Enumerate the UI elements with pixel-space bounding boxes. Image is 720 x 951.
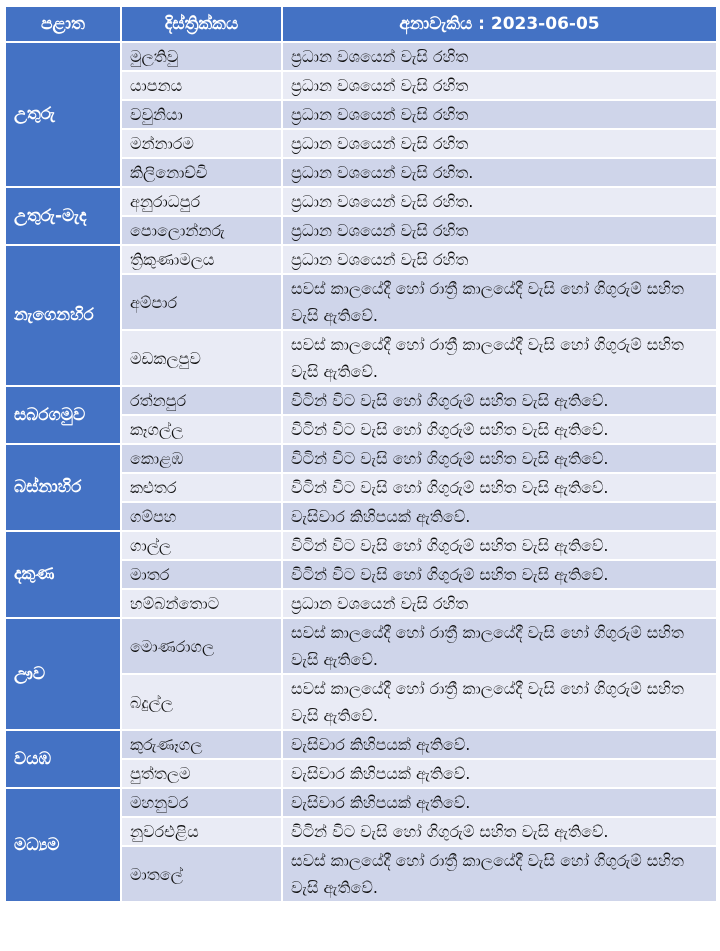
district-cell: අම්පාර	[121, 274, 282, 330]
forecast-cell: ප්‍රධාන වශයෙන් වැසි රහිත	[282, 100, 717, 129]
forecast-cell: විටින් විට වැසි හෝ ගිගුරුම් සහිත වැසි ඇතිවේ.	[282, 415, 717, 444]
forecast-cell: විටින් විට වැසි හෝ ගිගුරුම් සහිත වැසි ඇතිවේ.	[282, 473, 717, 502]
forecast-cell: ප්‍රධාන වශයෙන් වැසි රහිත	[282, 245, 717, 274]
province-cell: නැගෙනහිර	[5, 245, 121, 386]
district-cell: කෑගල්ල	[121, 415, 282, 444]
forecast-cell: විටින් විට වැසි හෝ ගිගුරුම් සහිත වැසි ඇතිවේ.	[282, 531, 717, 560]
district-cell: මඩකලපුව	[121, 330, 282, 386]
district-cell: යාපනය	[121, 71, 282, 100]
forecast-cell: සවස් කාලයේදී හෝ රාත්‍රී කාලයේදී වැසි හෝ ගිගුරුම් සහිත වැසි ඇතිවේ.	[282, 846, 717, 902]
table-row	[5, 618, 717, 674]
table-row	[5, 386, 717, 415]
forecast-table-body	[5, 42, 717, 902]
district-cell: ගම්පහ	[121, 502, 282, 531]
district-column-header: දිස්ත්‍රික්කය	[121, 6, 282, 42]
district-cell: බදුල්ල	[121, 674, 282, 730]
forecast-table-container	[4, 5, 716, 903]
forecast-cell: ප්‍රධාන වශයෙන් වැසි රහිත	[282, 216, 717, 245]
forecast-cell: ප්‍රධාන වශයෙන් වැසි රහිත	[282, 589, 717, 618]
province-cell: දකුණ	[5, 531, 121, 618]
forecast-cell: ප්‍රධාන වශයෙන් වැසි රහිත	[282, 71, 717, 100]
district-cell: හම්බන්තොට	[121, 589, 282, 618]
district-cell: ත්‍රිකුණාමලය	[121, 245, 282, 274]
district-cell: මහනුවර	[121, 788, 282, 817]
province-column-header: පළාත	[5, 6, 121, 42]
forecast-cell: සවස් කාලයේදී හෝ රාත්‍රී කාලයේදී වැසි හෝ ගිගුරුම් සහිත වැසි ඇතිවේ.	[282, 618, 717, 674]
district-cell: පුත්තලම	[121, 759, 282, 788]
province-cell: මධ්‍යම	[5, 788, 121, 902]
forecast-cell: සවස් කාලයේදී හෝ රාත්‍රී කාලයේදී වැසි හෝ ගිගුරුම් සහිත වැසි ඇතිවේ.	[282, 330, 717, 386]
province-cell: උතුරු	[5, 42, 121, 187]
district-cell: රත්නපුර	[121, 386, 282, 415]
header-row	[5, 6, 717, 42]
forecast-cell: ප්‍රධාන වශයෙන් වැසි රහිත	[282, 42, 717, 71]
forecast-cell: වැසිවාර කිහිපයක් ඇතිවේ.	[282, 730, 717, 759]
forecast-cell: ප්‍රධාන වශයෙන් වැසි රහිත.	[282, 158, 717, 187]
table-row	[5, 42, 717, 71]
table-row	[5, 187, 717, 216]
district-cell: ගාල්ල	[121, 531, 282, 560]
forecast-cell: විටින් විට වැසි හෝ ගිගුරුම් සහිත වැසි ඇතිවේ.	[282, 817, 717, 846]
district-cell: කළුතර	[121, 473, 282, 502]
forecast-cell: ප්‍රධාන වශයෙන් වැසි රහිත.	[282, 187, 717, 216]
district-cell: මන්නාරම	[121, 129, 282, 158]
table-row	[5, 730, 717, 759]
forecast-cell: සවස් කාලයේදී හෝ රාත්‍රී කාලයේදී වැසි හෝ ගිගුරුම් සහිත වැසි ඇතිවේ.	[282, 274, 717, 330]
district-cell: කොළඹ	[121, 444, 282, 473]
district-cell: මොණරාගල	[121, 618, 282, 674]
forecast-cell: විටින් විට වැසි හෝ ගිගුරුම් සහිත වැසි ඇතිවේ.	[282, 560, 717, 589]
district-cell: මාතලේ	[121, 846, 282, 902]
district-cell: මාතර	[121, 560, 282, 589]
district-cell: නුවරඑළිය	[121, 817, 282, 846]
district-cell: කිලිනොච්චි	[121, 158, 282, 187]
table-row	[5, 531, 717, 560]
district-cell: කුරුණෑගල	[121, 730, 282, 759]
forecast-cell: වැසිවාර කිහිපයක් ඇතිවේ.	[282, 788, 717, 817]
district-cell: මුලතිවු	[121, 42, 282, 71]
province-cell: උතුරු-මැද	[5, 187, 121, 245]
district-cell: වවුනියා	[121, 100, 282, 129]
table-row	[5, 444, 717, 473]
province-cell: බස්නාහිර	[5, 444, 121, 531]
forecast-cell: වැසිවාර කිහිපයක් ඇතිවේ.	[282, 502, 717, 531]
forecast-cell: වැසිවාර කිහිපයක් ඇතිවේ.	[282, 759, 717, 788]
forecast-column-header: අනාවැකිය : 2023-06-05	[282, 6, 717, 42]
forecast-cell: සවස් කාලයේදී හෝ රාත්‍රී කාලයේදී වැසි හෝ ගිගුරුම් සහිත වැසි ඇතිවේ.	[282, 674, 717, 730]
table-row	[5, 245, 717, 274]
district-cell: පොලොන්නරු	[121, 216, 282, 245]
province-cell: සබරගමුව	[5, 386, 121, 444]
forecast-cell: විටින් විට වැසි හෝ ගිගුරුම් සහිත වැසි ඇතිවේ.	[282, 386, 717, 415]
province-cell: වයඹ	[5, 730, 121, 788]
table-row	[5, 788, 717, 817]
forecast-cell: ප්‍රධාන වශයෙන් වැසි රහිත	[282, 129, 717, 158]
forecast-cell: විටින් විට වැසි හෝ ගිගුරුම් සහිත වැසි ඇතිවේ.	[282, 444, 717, 473]
district-cell: අනුරාධපුර	[121, 187, 282, 216]
province-cell: ඌව	[5, 618, 121, 730]
forecast-table	[4, 5, 718, 903]
